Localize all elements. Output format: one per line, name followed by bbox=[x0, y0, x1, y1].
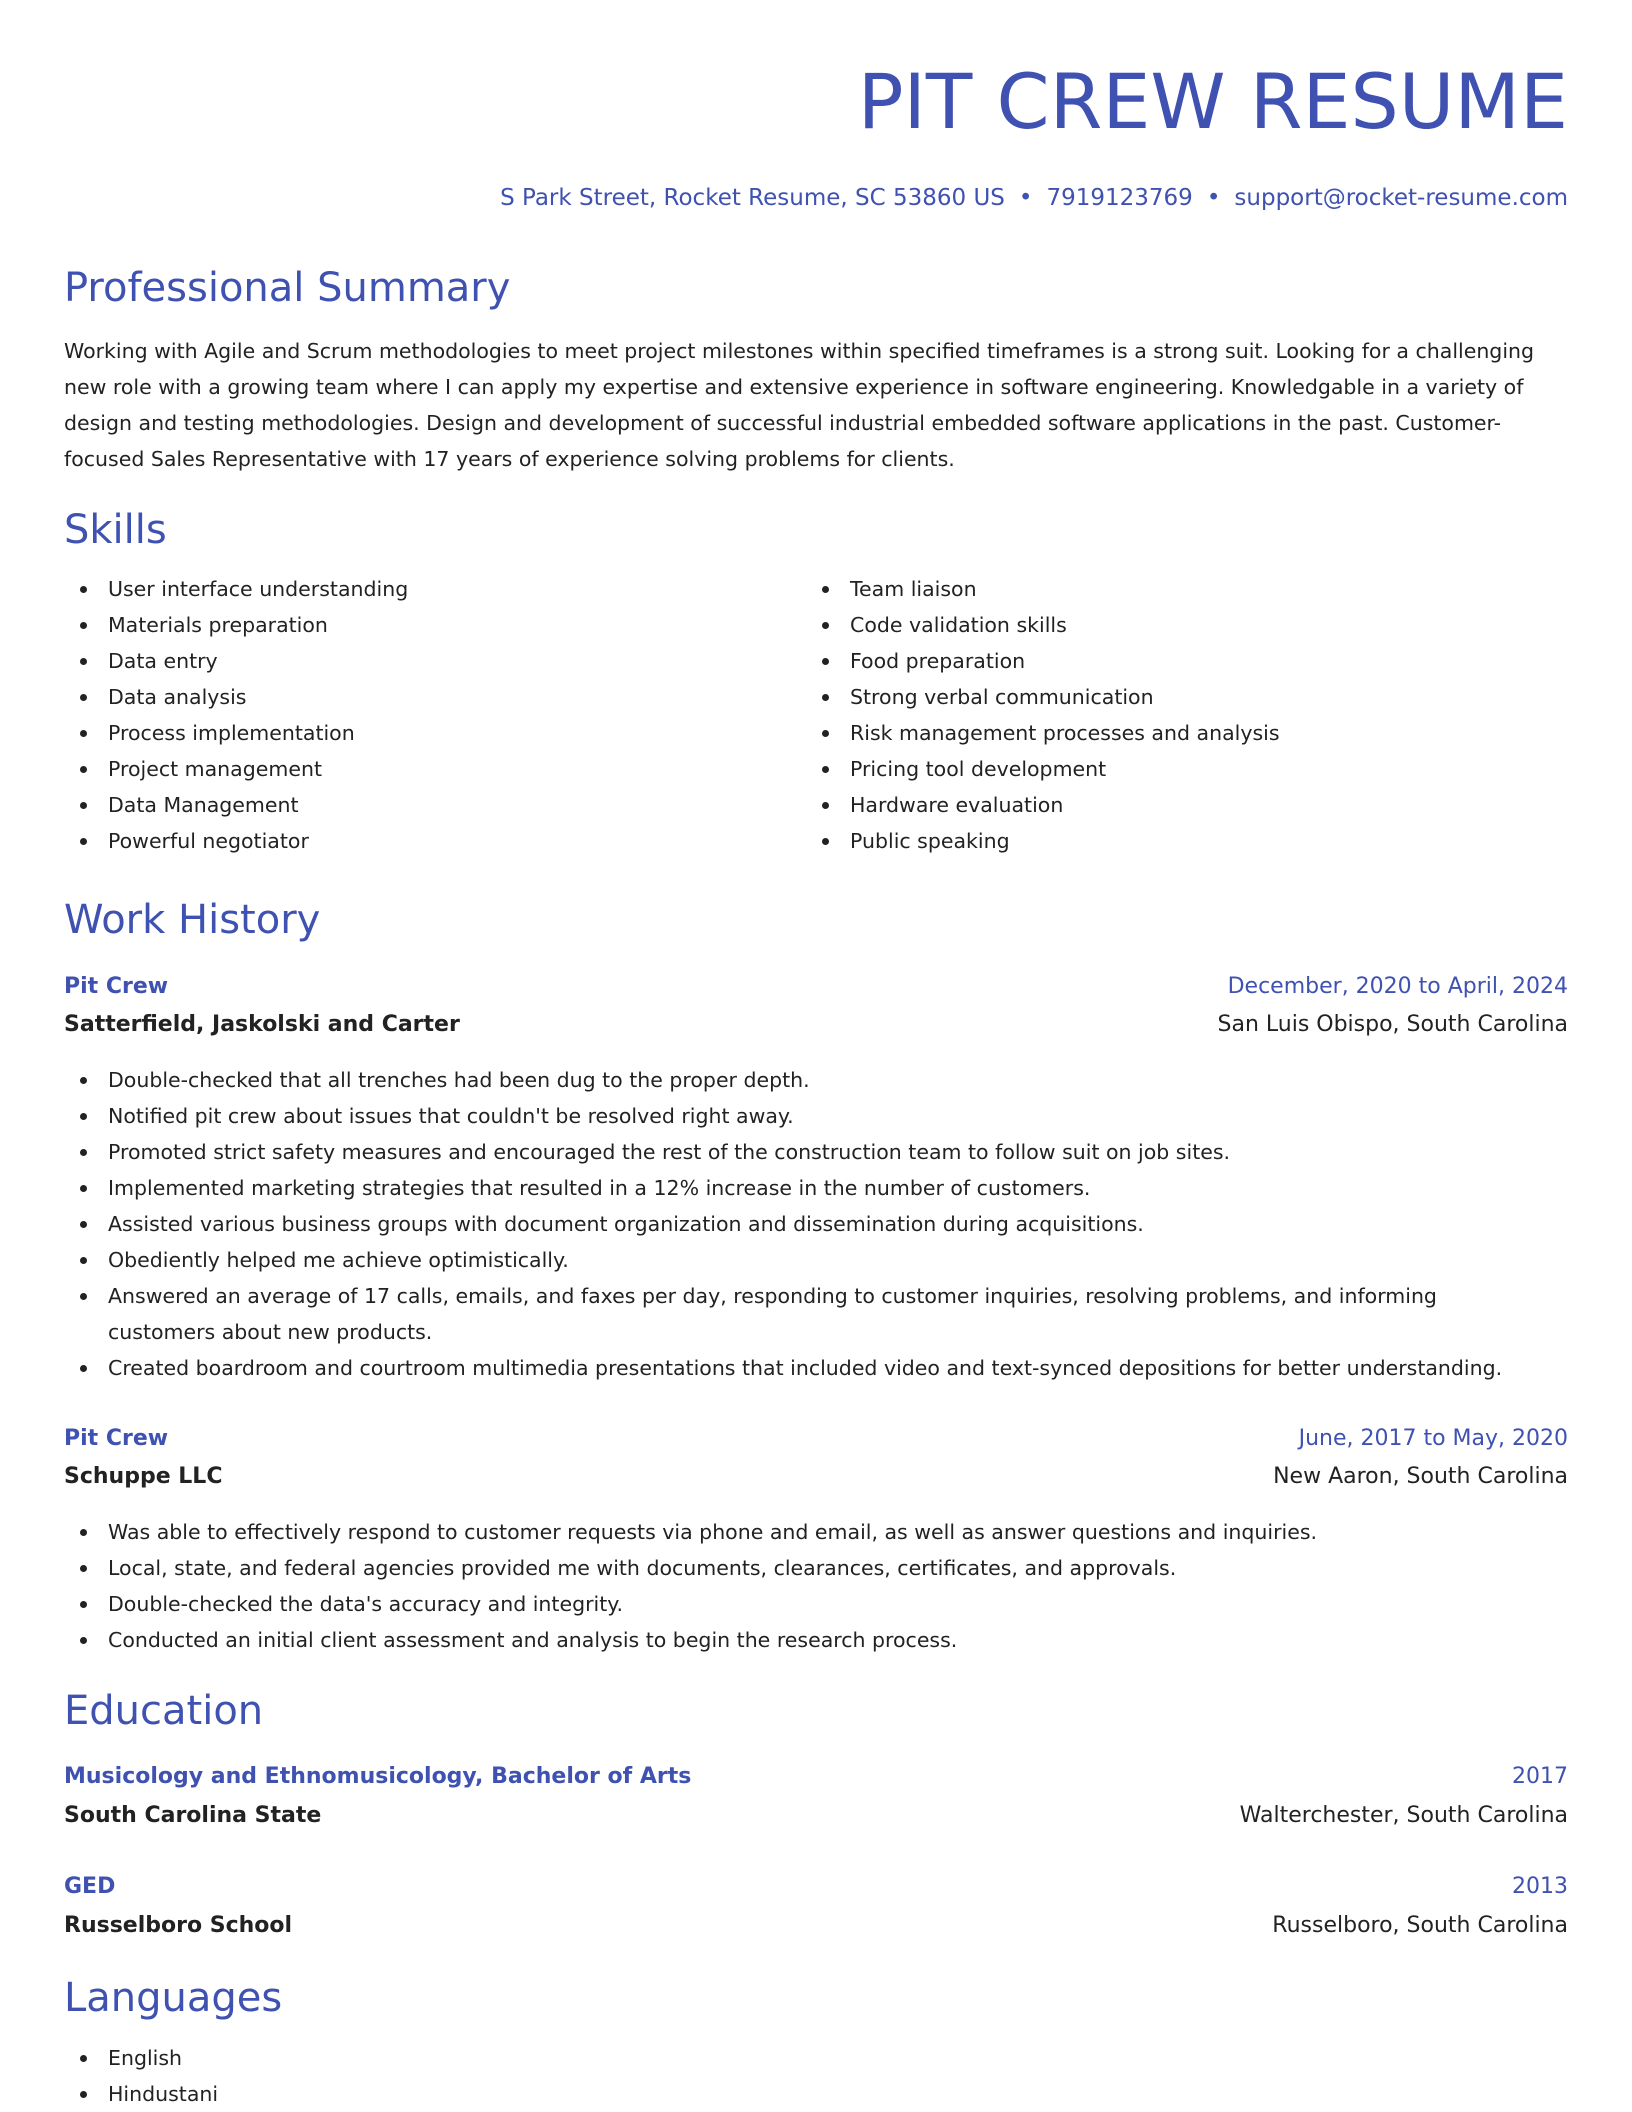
work-heading: Work History bbox=[64, 897, 321, 943]
job-bullet: Obediently helped me achieve optimistically. bbox=[64, 1242, 1568, 1278]
job-dates: December, 2020 to April, 2024 bbox=[1227, 974, 1568, 999]
contact-separator: • bbox=[1206, 185, 1221, 211]
education-year: 2017 bbox=[1512, 1764, 1568, 1789]
languages-list bbox=[64, 2040, 764, 2112]
job-role: Pit Crew bbox=[64, 1426, 169, 1451]
education-heading: Education bbox=[64, 1688, 264, 1734]
job-bullet: Notified pit crew about issues that couldn't be resolved right away. bbox=[64, 1098, 1568, 1134]
skills-list-left bbox=[64, 571, 764, 859]
summary-text: Working with Agile and Scrum methodologies to meet project milestones within specified timeframes is a strong suit. Looking for a challenging new role with a growing team where I can apply my expertise and extensive experience in software engineering. Knowledgable in a variety of design and testing methodologies. Design and development of successful industrial embedded software applications in the past. Customer-focused Sales Representative with 17 years of experience solving problems for clients. bbox=[64, 339, 1535, 471]
job-dates: June, 2017 to May, 2020 bbox=[1298, 1426, 1568, 1451]
resume-name: PIT CREW RESUME bbox=[857, 57, 1568, 146]
job-company-row bbox=[64, 1006, 1568, 1044]
education-degree: GED bbox=[64, 1874, 116, 1899]
job-bullets bbox=[64, 1062, 1568, 1386]
job-role: Pit Crew bbox=[64, 974, 169, 999]
skill-item: Data Management bbox=[64, 787, 764, 823]
job-bullets bbox=[64, 1514, 1568, 1658]
contact-line bbox=[500, 178, 1568, 218]
skill-item: Risk management processes and analysis bbox=[806, 715, 1566, 751]
job-location: New Aaron, South Carolina bbox=[1273, 1464, 1568, 1489]
contact-email[interactable]: support@rocket-resume.com bbox=[1234, 185, 1568, 211]
job-bullet: Assisted various business groups with document organization and dissemination during acquisitions. bbox=[64, 1206, 1568, 1242]
education-school: Russelboro School bbox=[64, 1913, 293, 1938]
education-location: Russelboro, South Carolina bbox=[1272, 1913, 1568, 1938]
job-company: Schuppe LLC bbox=[64, 1464, 223, 1489]
job-bullet: Promoted strict safety measures and encouraged the rest of the construction team to follow suit on job sites. bbox=[64, 1134, 1568, 1170]
skill-item: Team liaison bbox=[806, 571, 1566, 607]
skill-item: Process implementation bbox=[64, 715, 764, 751]
education-degree-row bbox=[64, 1758, 1568, 1796]
education-year: 2013 bbox=[1512, 1874, 1568, 1899]
job-title-row bbox=[64, 1420, 1568, 1458]
job-company-row bbox=[64, 1458, 1568, 1496]
education-degree: Musicology and Ethnomusicology, Bachelor of Arts bbox=[64, 1764, 692, 1789]
job-company: Satterfield, Jaskolski and Carter bbox=[64, 1012, 460, 1037]
skill-item: Strong verbal communication bbox=[806, 679, 1566, 715]
education-school-row bbox=[64, 1907, 1568, 1945]
contact-separator: • bbox=[1018, 185, 1033, 211]
education-school: South Carolina State bbox=[64, 1803, 322, 1828]
job-bullet: Double-checked that all trenches had been dug to the proper depth. bbox=[64, 1062, 1568, 1098]
skill-item: Public speaking bbox=[806, 823, 1566, 859]
skill-item: Data entry bbox=[64, 643, 764, 679]
languages-heading: Languages bbox=[64, 1975, 283, 2021]
language-item: Hindustani bbox=[64, 2076, 764, 2112]
skill-item: Project management bbox=[64, 751, 764, 787]
skill-item: Materials preparation bbox=[64, 607, 764, 643]
job-bullet: Was able to effectively respond to customer requests via phone and email, as well as answer questions and inquiries. bbox=[64, 1514, 1568, 1550]
education-degree-row bbox=[64, 1868, 1568, 1906]
job-title-row bbox=[64, 968, 1568, 1006]
skill-item: Data analysis bbox=[64, 679, 764, 715]
skills-heading: Skills bbox=[64, 507, 167, 553]
job-bullet: Created boardroom and courtroom multimedia presentations that included video and text-synced depositions for better understanding. bbox=[64, 1350, 1568, 1386]
summary-heading: Professional Summary bbox=[64, 265, 511, 311]
skill-item: Pricing tool development bbox=[806, 751, 1566, 787]
contact-address: S Park Street, Rocket Resume, SC 53860 US bbox=[500, 185, 1005, 211]
job-bullet: Answered an average of 17 calls, emails, and faxes per day, responding to customer inquiries, resolving problems, and informing customers about new products. bbox=[64, 1278, 1528, 1350]
language-item: English bbox=[64, 2040, 764, 2076]
job-bullet: Implemented marketing strategies that resulted in a 12% increase in the number of customers. bbox=[64, 1170, 1568, 1206]
skill-item: Hardware evaluation bbox=[806, 787, 1566, 823]
education-school-row bbox=[64, 1797, 1568, 1835]
job-bullet: Double-checked the data's accuracy and integrity. bbox=[64, 1586, 1568, 1622]
skill-item: Code validation skills bbox=[806, 607, 1566, 643]
education-location: Walterchester, South Carolina bbox=[1239, 1803, 1568, 1828]
contact-phone[interactable]: 7919123769 bbox=[1046, 185, 1193, 211]
skill-item: Powerful negotiator bbox=[64, 823, 764, 859]
job-bullet: Conducted an initial client assessment and analysis to begin the research process. bbox=[64, 1622, 1568, 1658]
skill-item: User interface understanding bbox=[64, 571, 764, 607]
skills-list-right bbox=[806, 571, 1566, 859]
job-location: San Luis Obispo, South Carolina bbox=[1217, 1012, 1568, 1037]
job-bullet: Local, state, and federal agencies provided me with documents, clearances, certificates, and approvals. bbox=[64, 1550, 1568, 1586]
skill-item: Food preparation bbox=[806, 643, 1566, 679]
